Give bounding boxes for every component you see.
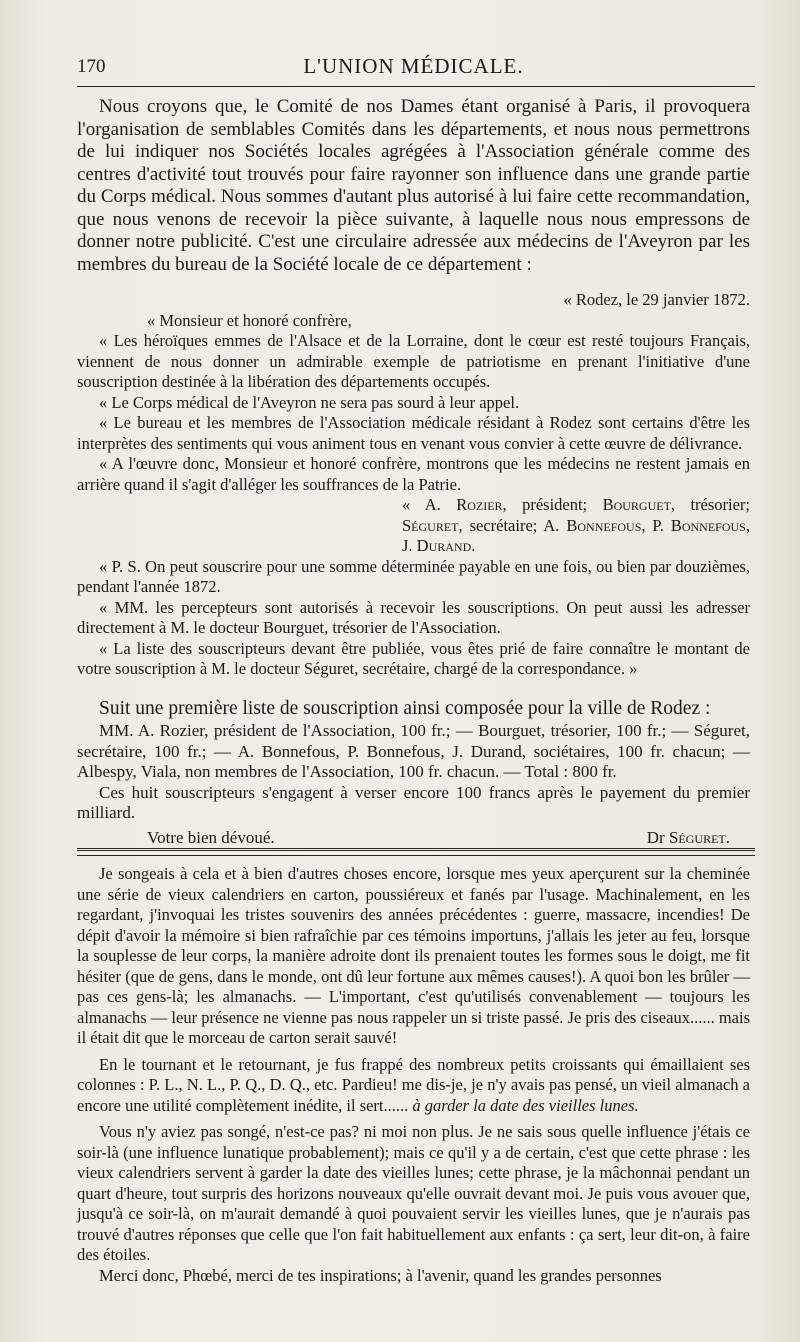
postscript-paragraph: « MM. les percepteurs sont autorisés à recevoir les souscriptions. On peut aussi les adresser directement à M. le docteur Bourguet, trésorier de l'Association. <box>77 597 750 637</box>
section-separator <box>77 848 755 851</box>
letter-paragraph: « Le bureau et les membres de l'Association médicale résidant à Rodez sont certains d'être les interprètes des sentiments qui vous animent tous en venant vous convier à cette œuvre de délivrance. <box>77 413 750 453</box>
letter-signatories: « A. Rozier, président; Bourguet, trésorier; Séguret, secrétaire; A. Bonnefous, P. Bonnefous, J. Durand. <box>402 495 750 555</box>
closing-formula: Votre bien dévoué. <box>147 827 275 847</box>
subscription-members: MM. A. Rozier, président de l'Association, 100 fr.; — Bourguet, trésorier, 100 fr.; — Séguret, secrétaire, 100 fr.; — A. Bonnefous, P. Bonnefous, J. Durand, sociétaires, 100 fr. chacun; — Albespy, Viala, non membres de l'Association, 100 fr. chacun. — Total : 800 fr. <box>77 721 750 781</box>
letter-paragraph: « Les héroïques emmes de l'Alsace et de la Lorraine, dont le cœur est resté toujours Français, viennent de nous donner un admirable exemple de patriotisme en prenant l'initiative d'une souscription destinée à la libération des départements occupés. <box>77 331 750 391</box>
rodez-circular <box>77 290 750 680</box>
postscript-paragraph: « P. S. On peut souscrire pour une somme déterminée payable en une fois, ou bien par douzièmes, pendant l'année 1872. <box>77 556 750 596</box>
story-paragraph: Vous n'y aviez pas songé, n'est-ce pas? ni moi non plus. Je ne sais sous quelle influence j'étais ce soir-là (une influence lunatique probablement); mais ce qu'il y a de certain, c'est que cette phrase : les vieux calendriers servent à garder la date des vieilles lunes; cette phrase, je la mâchonnai pendant un quart d'heure, tout surpris des horizons nouveaux qu'elle ouvrait devant moi. Je puis vous avouer que, jusqu'à ce soir-là, on m'aurait demandé à quoi pouvaient servir les vieilles lunes, que je n'aurais pas trouvé d'autres réponses que celle que l'on fait habituellement aux enfants : ça sert, leur dit-on, à faire des étoiles. <box>77 1122 750 1264</box>
page-number: 170 <box>77 56 106 77</box>
closing-signature: Dr Séguret. <box>646 827 730 847</box>
letter-dateline: « Rodez, le 29 janvier 1872. <box>563 290 750 309</box>
subscription-pledge: Ces huit souscripteurs s'engagent à verser encore 100 francs après le payement du premier milliard. <box>77 782 750 822</box>
story-paragraph: Je songeais à cela et à bien d'autres choses encore, lorsque mes yeux aperçurent sur la cheminée une série de vieux calendriers en carton, poussiéreux et fanés par l'usage. Machinalement, en les regardant, j'invoquai les tristes souvenirs des années précédentes : guerre, massacre, incendies! De dépit d'avoir la mémoire si bien rafraîchie par ces témoins importuns, j'allais les jeter au feu, lorsque la souplesse de leur corps, la manière adroite dont ils prenaient toutes les formes sous le doigt, me fit hésiter (que de gens, dans le monde, ont dû leur fortune aux mêmes causes!). A quoi bon les brûler — pas ces gens-là; les almanachs. — L'important, c'est qu'utilisés convenablement — toujours les almanachs — leur présence ne vienne pas nous rappeler un si triste passé. Je pris des ciseaux...... mais il était dit que le morceau de carton serait sauvé! <box>77 864 750 1047</box>
letter-paragraph: « A l'œuvre donc, Monsieur et honoré confrère, montrons que les médecins ne restent jamais en arrière quand il s'agit d'alléger les souffrances de la Patrie. <box>77 454 750 494</box>
letter-salutation: « Monsieur et honoré confrère, <box>147 310 352 330</box>
journal-title: L'UNION MÉDICALE. <box>303 54 524 78</box>
letter-paragraph: « Le Corps médical de l'Aveyron ne sera pas sourd à leur appel. <box>99 392 520 412</box>
page-header <box>77 50 750 84</box>
subscription-heading: Suit une première liste de souscription ainsi composée pour la ville de Rodez : <box>99 698 711 719</box>
intro-section <box>77 96 750 276</box>
intro-paragraph: Nous croyons que, le Comité de nos Dames étant organisé à Paris, il provoquera l'organisation de semblables Comités dans les départements, et nous nous permettrons de lui indiquer nos Sociétés locales agrégées à l'Association générale comme des centres d'activité tout trouvés pour faire rayonner son influence dans une grande partie du Corps médical. Nous sommes d'autant plus autorisé à lui faire cette recommandation, que nous venons de recevoir la pièce suivante, à laquelle nous nous empressons de donner notre publicité. C'est une circulaire adressée aux médecins de l'Aveyron par les membres du bureau de la Société locale de ce département : <box>77 96 750 275</box>
header-rule <box>77 86 755 87</box>
story-paragraph: En le tournant et le retournant, je fus frappé des nombreux petits croissants qui émaillaient ses colonnes : P. L., N. L., P. Q., D. Q., etc. Pardieu! me dis-je, je n'y avais pas pensé, un vieil almanach a encore une utilité complètement inédite, il sert...... à garder la date des vieilles lunes. <box>77 1054 750 1115</box>
subscription-list <box>77 697 750 848</box>
feuilleton-section <box>77 864 750 1286</box>
story-paragraph: Merci donc, Phœbé, merci de tes inspirations; à l'avenir, quand les grandes personnes <box>99 1265 662 1285</box>
section-separator <box>77 855 755 856</box>
postscript-paragraph: « La liste des souscripteurs devant être publiée, vous êtes prié de faire connaître le montant de votre souscription à M. le docteur Séguret, secrétaire, chargé de la correspondance. » <box>77 638 750 678</box>
closing-line <box>77 828 750 848</box>
